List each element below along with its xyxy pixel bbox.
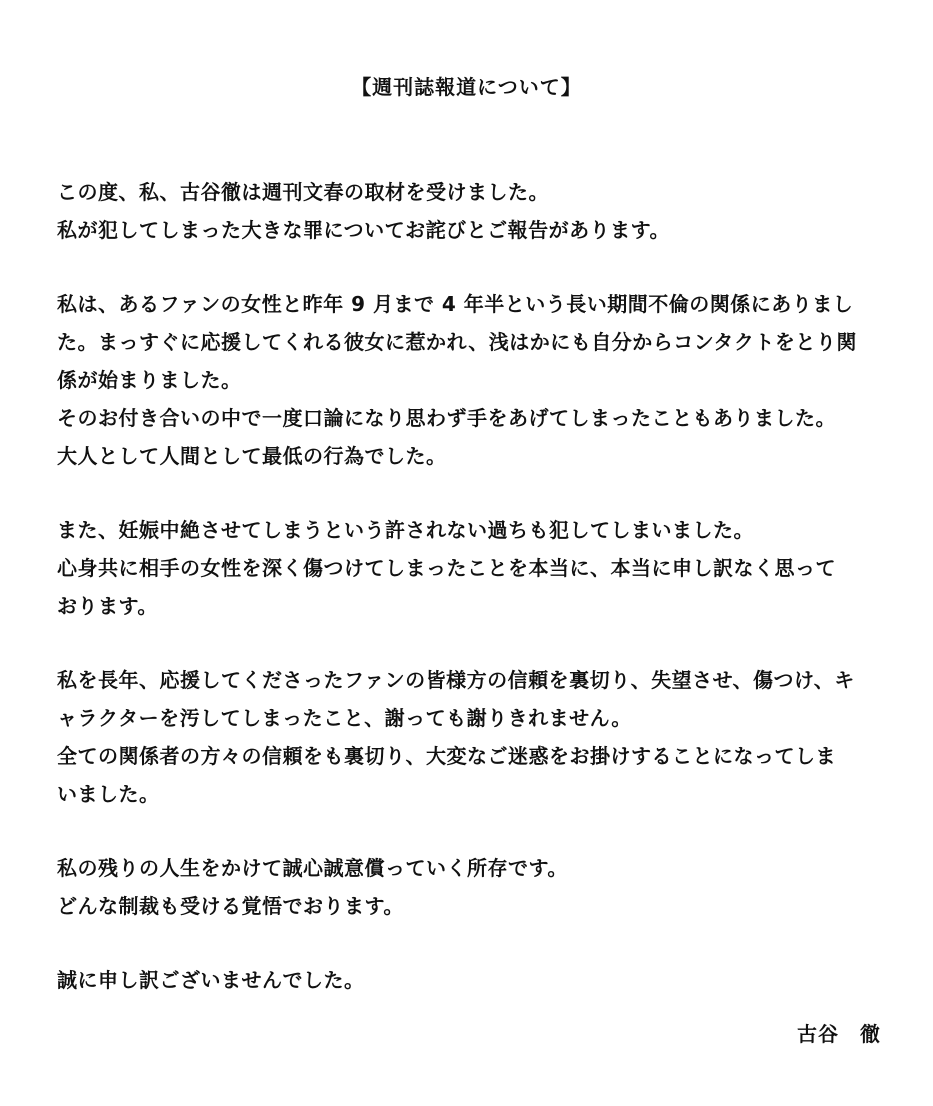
text-line: そのお付き合いの中で一度口論になり思わず手をあげてしまったこともありました。 — [57, 406, 836, 430]
text-line: 心身共に相手の女性を深く傷つけてしまったことを本当に、本当に申し訳なく思って — [57, 556, 836, 580]
paragraph-6 — [57, 961, 877, 999]
paragraph-2 — [57, 285, 877, 475]
statement-body — [57, 173, 877, 1035]
text-line: どんな制裁も受ける覚悟でおります。 — [57, 894, 404, 918]
paragraph-4 — [57, 661, 877, 813]
text-line: おります。 — [57, 594, 158, 618]
text-line: 私は、あるファンの女性と昨年 9 月まで 4 年半という長い期間不倫の関係にありまし — [57, 292, 854, 316]
text-line: 全ての関係者の方々の信頼をも裏切り、大変なご迷惑をお掛けすることになってしま — [57, 744, 836, 768]
text-line: また、妊娠中絶させてしまうという許されない過ちも犯してしまいました。 — [57, 518, 754, 542]
signature: 古谷 徹 — [797, 1022, 881, 1046]
text-line: 誠に申し訳ございませんでした。 — [57, 968, 365, 992]
document-title: 【週刊誌報道について】 — [351, 75, 582, 99]
paragraph-5 — [57, 849, 877, 925]
text-line: 係が始まりました。 — [57, 368, 242, 392]
text-line: 私が犯してしまった大きな罪についてお詫びとご報告があります。 — [57, 218, 670, 242]
text-line: 私を長年、応援してくださったファンの皆様方の信頼を裏切り、失望させ、傷つけ、キ — [57, 668, 855, 692]
text-line: 私の残りの人生をかけて誠心誠意償っていく所存です。 — [57, 856, 568, 880]
text-line: 大人として人間として最低の行為でした。 — [57, 444, 447, 468]
paragraph-3 — [57, 511, 877, 625]
text-line: この度、私、古谷徹は週刊文春の取材を受けました。 — [57, 180, 549, 204]
paragraph-1 — [57, 173, 877, 249]
text-line: ャラクターを汚してしまったこと、謝っても謝りきれません。 — [57, 706, 632, 730]
text-line: た。まっすぐに応援してくれる彼女に惹かれ、浅はかにも自分からコンタクトをとり関 — [57, 330, 857, 354]
text-line: いました。 — [57, 782, 160, 806]
